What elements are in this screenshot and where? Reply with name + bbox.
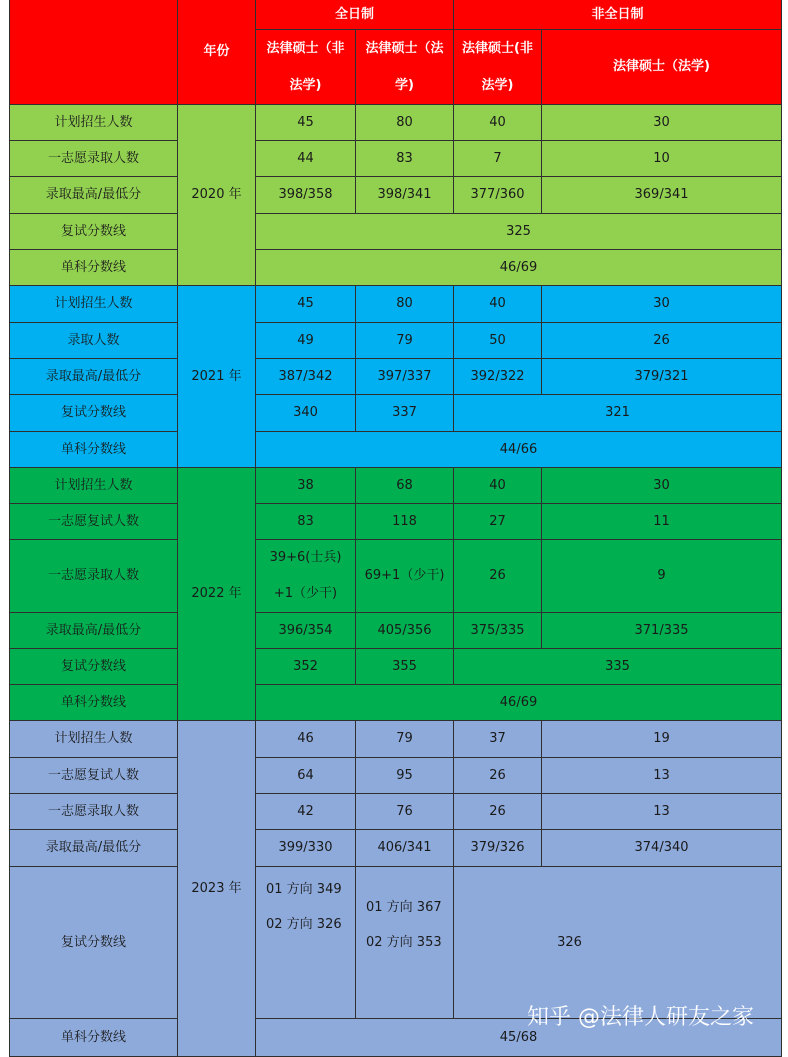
cell: 79 [356,323,454,359]
table-row [10,214,782,250]
cell: 374/340 [542,830,782,867]
year-cell: 2021 年 [178,286,256,468]
cell: 397/337 [356,359,454,395]
watermark-text: 知乎 @法律人研友之家 [527,1005,754,1030]
cell: 64 [256,758,356,794]
cell: 398/341 [356,177,454,214]
cell: 68 [356,468,454,504]
table-row [10,432,782,468]
table-row [10,830,782,867]
cell: 26 [542,323,782,359]
table-row [10,685,782,721]
row-label: 计划招生人数 [10,105,178,141]
cell: 325 [256,214,782,250]
row-label: 计划招生人数 [10,721,178,758]
table-row [10,105,782,141]
cell: 01 方向 349 02 方向 326 [256,867,356,1019]
cell: 50 [454,323,542,359]
row-label: 一志愿录取人数 [10,141,178,177]
header-year: 年份 [178,0,256,105]
row-label: 单科分数线 [10,685,178,721]
row-label: 录取最高/最低分 [10,830,178,867]
cell: 118 [356,504,454,540]
cell: 398/358 [256,177,356,214]
cell: 80 [356,105,454,141]
cell: 44 [256,141,356,177]
cell: 26 [454,794,542,830]
cell: 45 [256,286,356,323]
row-label: 计划招生人数 [10,468,178,504]
row-label: 计划招生人数 [10,286,178,323]
row-label: 复试分数线 [10,649,178,685]
cell: 355 [356,649,454,685]
cell: 42 [256,794,356,830]
row-label: 一志愿复试人数 [10,504,178,540]
row-label: 复试分数线 [10,214,178,250]
cell: 80 [356,286,454,323]
cell: 13 [542,758,782,794]
table-row [10,758,782,794]
row-label: 单科分数线 [10,1019,178,1057]
cell: 30 [542,468,782,504]
cell: 352 [256,649,356,685]
cell: 37 [454,721,542,758]
cell: 83 [256,504,356,540]
cell: 46/69 [256,250,782,286]
table-row [10,141,782,177]
row-label: 录取人数 [10,323,178,359]
cell: 39+6(士兵) +1（少干) [256,540,356,613]
cell: 335 [454,649,782,685]
header-row-1 [10,0,782,30]
row-label: 录取最高/最低分 [10,359,178,395]
cell: 01 方向 367 02 方向 353 [356,867,454,1019]
header-col-2: 法律硕士（法 学) [356,30,454,105]
cell: 95 [356,758,454,794]
cell: 79 [356,721,454,758]
row-label: 一志愿复试人数 [10,758,178,794]
cell: 76 [356,794,454,830]
table-row [10,540,782,613]
row-label: 单科分数线 [10,250,178,286]
year-cell: 2022 年 [178,468,256,721]
table-row [10,613,782,649]
header-parttime: 非全日制 [454,0,782,30]
header-col-3: 法律硕士(非 法学) [454,30,542,105]
cell: 371/335 [542,613,782,649]
row-label: 一志愿录取人数 [10,794,178,830]
admissions-table [9,0,782,1057]
cell: 45/68 [256,1019,782,1057]
row-label: 单科分数线 [10,432,178,468]
cell: 326 [454,867,782,1019]
cell: 46 [256,721,356,758]
cell: 406/341 [356,830,454,867]
table-row [10,323,782,359]
cell: 38 [256,468,356,504]
cell: 405/356 [356,613,454,649]
cell: 337 [356,395,454,432]
cell: 26 [454,540,542,613]
cell: 26 [454,758,542,794]
cell: 9 [542,540,782,613]
cell: 396/354 [256,613,356,649]
cell: 392/322 [454,359,542,395]
cell: 399/330 [256,830,356,867]
header-fulltime: 全日制 [256,0,454,30]
table-row [10,504,782,540]
cell: 13 [542,794,782,830]
table-row [10,649,782,685]
cell: 45 [256,105,356,141]
cell: 30 [542,286,782,323]
row-label: 录取最高/最低分 [10,613,178,649]
table-row [10,250,782,286]
cell: 379/326 [454,830,542,867]
cell: 11 [542,504,782,540]
table-row [10,867,782,1019]
cell: 69+1（少干) [356,540,454,613]
row-label: 录取最高/最低分 [10,177,178,214]
cell: 379/321 [542,359,782,395]
table-row [10,794,782,830]
year-cell: 2023 年 [178,721,256,1057]
table-row [10,286,782,323]
table-row [10,359,782,395]
row-label: 复试分数线 [10,395,178,432]
table-row [10,395,782,432]
cell: 40 [454,105,542,141]
table-row [10,468,782,504]
cell: 49 [256,323,356,359]
cell: 387/342 [256,359,356,395]
cell: 27 [454,504,542,540]
year-cell: 2020 年 [178,105,256,286]
cell: 40 [454,468,542,504]
cell: 377/360 [454,177,542,214]
cell: 10 [542,141,782,177]
cell: 321 [454,395,782,432]
cell: 30 [542,105,782,141]
cell: 19 [542,721,782,758]
cell: 40 [454,286,542,323]
header-col-1: 法律硕士（非 法学) [256,30,356,105]
row-label: 一志愿录取人数 [10,540,178,613]
cell: 7 [454,141,542,177]
cell: 83 [356,141,454,177]
cell: 44/66 [256,432,782,468]
header-col-4: 法律硕士（法学) [542,30,782,105]
table-row [10,721,782,758]
cell: 340 [256,395,356,432]
cell: 369/341 [542,177,782,214]
table-row [10,177,782,214]
cell: 375/335 [454,613,542,649]
cell: 46/69 [256,685,782,721]
header-blank [10,0,178,105]
row-label: 复试分数线 [10,867,178,1019]
